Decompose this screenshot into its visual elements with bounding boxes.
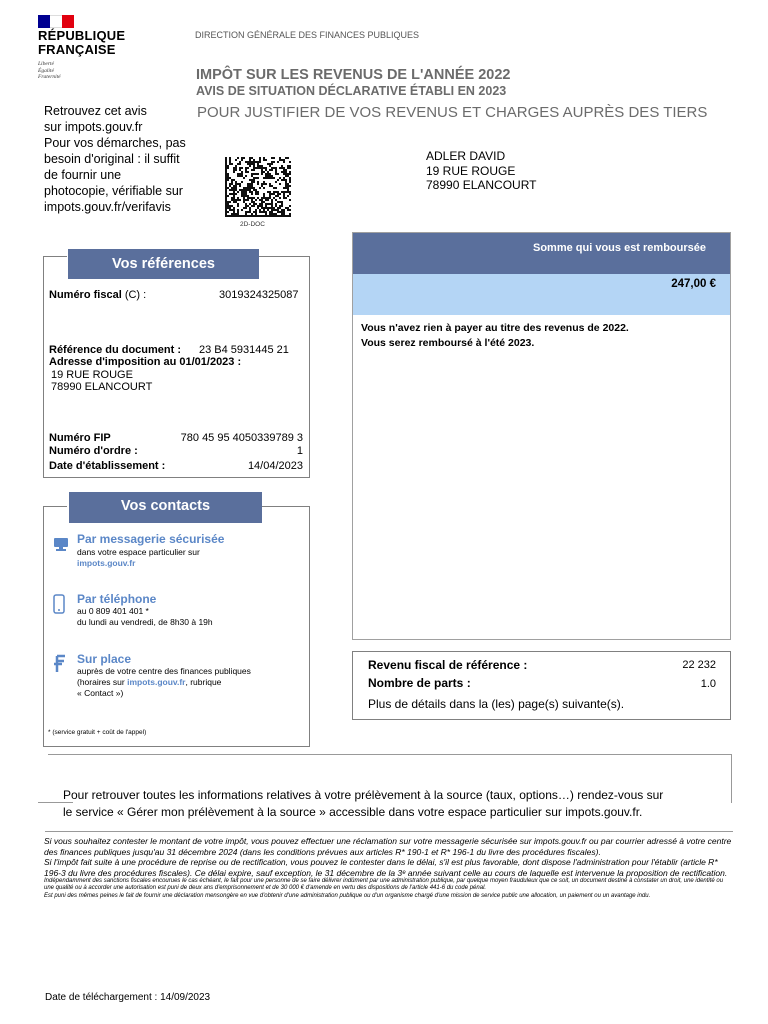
document-title: IMPÔT SUR LES REVENUS DE L'ANNÉE 2022 xyxy=(196,67,511,83)
fiscal-number-value: 3019324325087 xyxy=(219,289,299,301)
reference-income-label: Revenu fiscal de référence : xyxy=(368,658,528,672)
reference-income-value: 22 232 xyxy=(682,659,716,671)
parts-label: Nombre de parts : xyxy=(368,676,471,690)
divider xyxy=(259,506,309,507)
phone-hours: du lundi au vendredi, de 8h30 à 19h xyxy=(77,617,213,627)
fip-value: 780 45 95 4050339789 3 xyxy=(180,432,303,444)
republique-francaise-logo: RÉPUBLIQUE FRANÇAISE xyxy=(38,28,126,57)
divider xyxy=(43,256,67,257)
legal-notice xyxy=(44,836,734,900)
in-person-line-3: « Contact ») xyxy=(77,688,124,698)
issue-date-label: Date d'établissement : xyxy=(49,460,166,472)
impots-link[interactable]: impots.gouv.fr xyxy=(127,677,186,687)
document-ref-value: 23 B4 5931445 21 xyxy=(199,344,289,356)
impots-link[interactable]: impots.gouv.fr xyxy=(77,558,136,568)
phone-footnote: * (service gratuit + coût de l'appel) xyxy=(48,729,147,736)
verification-info: Retrouvez cet avis sur impots.gouv.fr Pour vos démarches, pas besoin d'original : il suffit de fournir une photocopie, vérifiable sur impots.gouv.fr/verifavis xyxy=(44,104,186,214)
recipient-city: 78990 ELANCOURT xyxy=(426,178,537,192)
divider xyxy=(43,506,67,507)
withholding-info: Pour retrouver toutes les informations relatives à votre prélèvement à la source (taux, options…) rendez-vous sur le service « Gérer mon prélèvement à la source » accessible dans votre espace particulier sur impots.gouv.fr. xyxy=(63,788,664,819)
document-ref-label: Référence du document : xyxy=(49,344,182,356)
document-purpose: POUR JUSTIFIER DE VOS REVENUS ET CHARGES AUPRÈS DES TIERS xyxy=(197,104,708,121)
recipient-address xyxy=(426,149,537,193)
issue-date-value: 14/04/2023 xyxy=(247,460,303,472)
legal-fraud-paragraph: Indépendamment des sanctions fiscales encourues le cas échéant, le fait pour une personne de se faire délivrer indûment par une administration publique, par quelque moyen frauduleux que ce soit, un document destiné à constater un droit, une identité ou une qualité ou à accorder une autorisation est puni de deux ans d'emprisonnement et de 30 000 € d'amende en vertu des dispositions de l'article 441-6 du code pénal. xyxy=(44,878,724,892)
recipient-street: 19 RUE ROUGE xyxy=(426,163,516,178)
document-subtitle: AVIS DE SITUATION DÉCLARATIVE ÉTABLI EN 2023 xyxy=(196,84,507,98)
in-person-line-1: auprès de votre centre des finances publiques xyxy=(77,666,251,676)
refund-message: Vous n'avez rien à payer au titre des revenus de 2022. Vous serez remboursé à l'été 2023. xyxy=(361,322,629,349)
divider xyxy=(45,831,733,832)
public-finance-icon xyxy=(53,654,67,674)
order-number-label: Numéro d'ordre : xyxy=(49,445,138,457)
in-person-title: Sur place xyxy=(77,652,132,666)
messaging-description: dans votre espace particulier sur xyxy=(77,547,200,557)
marianne-flag-logo xyxy=(38,15,74,28)
2d-doc-label: 2D-DOC xyxy=(240,221,265,228)
refund-amount: 247,00 € xyxy=(353,274,730,315)
phone-icon xyxy=(53,594,65,614)
references-heading: Vos références xyxy=(68,249,259,279)
messaging-title: Par messagerie sécurisée xyxy=(77,532,225,546)
tax-address-city: 78990 ELANCOURT xyxy=(51,381,153,393)
republic-motto: Liberté Égalité Fraternité xyxy=(38,61,61,80)
legal-rectification-paragraph: Si l'impôt fait suite à une procédure de reprise ou de rectification, vous pouvez le contester dans le délai, s'il est plus favorable, dont dispose l'administration pour l'établir (article R* 196-3 du livre des procédures fiscales). Ce délai expire, sauf exception, le 31 décembre de la 3ᵉ année suivant celle au cours de laquelle est intervenue la proposition de rectification. xyxy=(44,857,728,878)
fip-label: Numéro FIP xyxy=(49,432,111,444)
order-number-value: 1 xyxy=(296,445,303,457)
2d-doc-code-icon xyxy=(225,157,291,217)
legal-contest-paragraph: Si vous souhaitez contester le montant de votre impôt, vous pouvez effectuer une réclamation sur votre messagerie sécurisée sur impots.gouv.fr ou par courrier adressé à votre centre des finances publiques jusqu'au 31 décembre 2024 (dans les conditions prévues aux articles R* 190-1 et R* 196-1 du livre des procédures fiscales). xyxy=(44,836,732,857)
recipient-name: ADLER DAVID xyxy=(426,149,506,163)
legal-false-declaration-paragraph: Est puni des mêmes peines le fait de fournir une déclaration mensongère en vue d'obtenir d'une administration publique ou d'un organisme chargé d'une mission de service public une allocation, un paiement ou un avantage indu. xyxy=(44,892,651,899)
refund-heading: Somme qui vous est remboursée xyxy=(353,233,730,274)
details-note: Plus de détails dans la (les) page(s) suivante(s). xyxy=(368,697,625,711)
phone-number: au 0 809 401 401 * xyxy=(77,606,149,616)
direction-header: DIRECTION GÉNÉRALE DES FINANCES PUBLIQUES xyxy=(195,30,420,40)
tax-address-street: 19 RUE ROUGE xyxy=(51,369,133,381)
parts-value: 1.0 xyxy=(700,678,716,690)
tax-address-label: Adresse d'imposition au 01/01/2023 : xyxy=(49,356,242,368)
in-person-line-2: (horaires sur impots.gouv.fr, rubrique xyxy=(77,677,222,687)
download-date: Date de téléchargement : 14/09/2023 xyxy=(45,992,211,1003)
phone-title: Par téléphone xyxy=(77,592,157,606)
divider xyxy=(259,256,309,257)
fiscal-number-label: Numéro fiscal (C) : xyxy=(49,289,147,301)
contacts-heading: Vos contacts xyxy=(69,492,262,523)
computer-icon xyxy=(53,536,69,552)
